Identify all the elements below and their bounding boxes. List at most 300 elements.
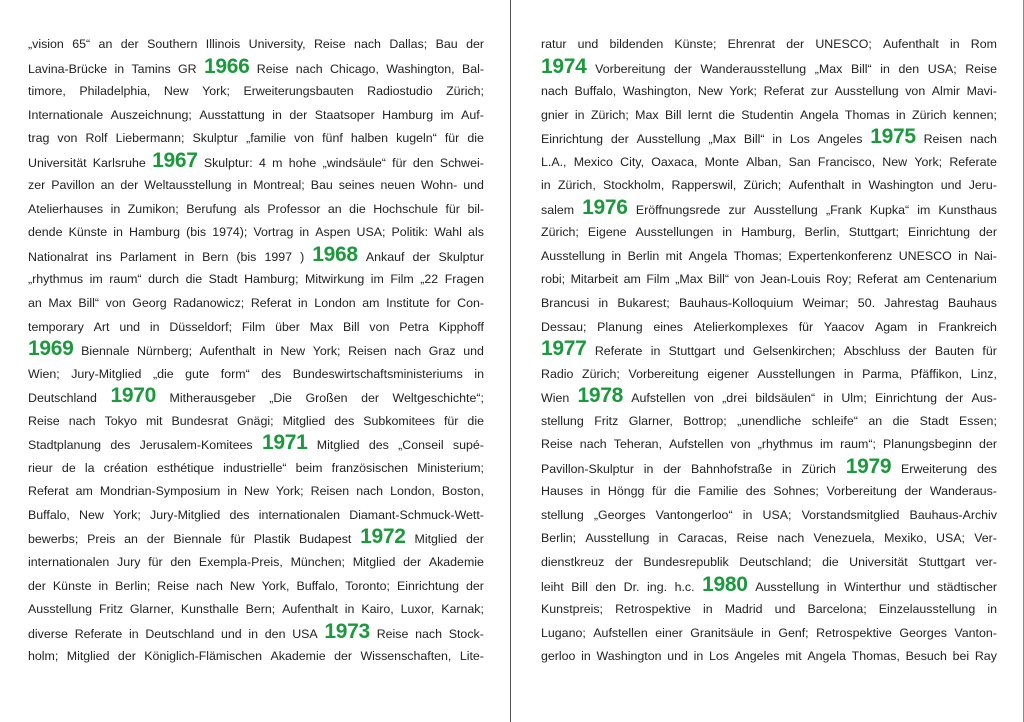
word: „Georges [593, 507, 646, 522]
text-line [28, 80, 484, 104]
word: Ver- [974, 531, 997, 546]
word: Angela [799, 107, 839, 122]
word: Ausstellungen [635, 225, 714, 240]
word: Nai- [974, 248, 997, 263]
word: Pfäffikon, [910, 366, 963, 381]
word: von [105, 296, 126, 311]
word: Referate [594, 344, 643, 359]
word: bei [952, 649, 970, 664]
word: Zürich [801, 461, 836, 476]
word: Graz [428, 344, 456, 359]
word: Pavillon [51, 178, 95, 193]
word: Fragen [444, 272, 484, 287]
word: Künste; [674, 37, 717, 51]
word: und [723, 344, 745, 359]
word: für [982, 344, 997, 359]
year-heading: 1966 [203, 54, 250, 78]
word: Staatsoper [314, 107, 375, 122]
year-heading: 1975 [870, 125, 916, 149]
word: in [574, 107, 585, 122]
word: des [261, 366, 282, 381]
word: Preis [87, 532, 116, 547]
year-heading: 1977 [541, 337, 587, 361]
word: Hauses [541, 484, 584, 499]
word: internationalen [28, 555, 110, 570]
word: der [466, 37, 484, 51]
word: Vortrag [253, 225, 294, 240]
word: München; [290, 555, 345, 570]
word: Buffalo, [296, 578, 339, 593]
word: Barcelona; [807, 602, 867, 617]
word: Wanderausstellung [700, 61, 807, 76]
word: Oaxaca, [651, 154, 698, 169]
text-line [541, 54, 997, 81]
word: Einzelausstellung [878, 602, 976, 617]
word: in [643, 461, 654, 476]
word: in [263, 344, 273, 359]
word: nach [195, 578, 223, 593]
word: Monte [704, 154, 740, 169]
left-page-text [28, 33, 484, 669]
word: Plastik [253, 532, 291, 547]
word: diverse [28, 626, 68, 641]
word: und [577, 37, 599, 51]
word: UNESCO [898, 248, 952, 263]
word: für [392, 155, 407, 170]
word: création [103, 460, 148, 475]
word: York; [202, 84, 230, 99]
word: „Conseil [398, 438, 444, 453]
word: Los [708, 649, 729, 664]
word: zur [810, 84, 829, 99]
word: Kairo, [361, 602, 394, 617]
word: Southern [147, 37, 198, 51]
word: in [826, 579, 837, 594]
word: Max [309, 319, 334, 334]
word: zur [728, 202, 746, 217]
word: Aus- [971, 391, 997, 406]
year-heading: 1967 [152, 148, 198, 172]
word: in [237, 178, 248, 193]
word: Vorbereitung [595, 61, 666, 76]
word: für [445, 201, 460, 216]
word: Brancusi [541, 296, 590, 311]
word: Schwei- [439, 155, 484, 170]
word: Stuttgart [668, 344, 716, 359]
text-line [541, 221, 997, 245]
text-line [28, 645, 484, 669]
word: den [412, 155, 434, 170]
word: gute [185, 366, 210, 381]
word: für [444, 131, 460, 146]
word: des [976, 461, 997, 476]
word: seines [338, 178, 375, 193]
word: in [880, 61, 890, 76]
word: von [294, 131, 315, 146]
word: Retrospektive [816, 625, 892, 640]
text-line [28, 104, 484, 128]
word: industrielle“ [223, 460, 287, 475]
text-line [28, 598, 484, 622]
word: Kupka“ [869, 202, 910, 217]
word: für [798, 319, 814, 334]
word: Erweiterung [901, 461, 968, 476]
word: ver- [975, 555, 997, 570]
word: Referat [857, 272, 898, 287]
word: des [745, 484, 766, 499]
word: in [650, 344, 661, 359]
word: Linz, [970, 366, 997, 381]
word: Bill [664, 107, 682, 122]
word: Aufstellen [593, 625, 648, 640]
text-line [541, 598, 997, 622]
word: der [979, 437, 997, 452]
word: form“ [220, 366, 250, 381]
word: Bukarest; [617, 296, 670, 311]
word: Skulptur [438, 249, 484, 264]
word: mit [145, 413, 163, 428]
word: an [124, 532, 138, 547]
word: Angeles [817, 132, 863, 147]
year-heading: 1980 [702, 572, 748, 596]
word: Fritz [98, 602, 124, 617]
text-line [541, 645, 997, 669]
word: Ausstattung [199, 107, 265, 122]
word: Reisen [310, 484, 350, 499]
word: Ausstellung [585, 531, 650, 546]
word: lernt [687, 107, 712, 122]
word: Zürich; [743, 178, 782, 193]
word: Jury-Mitglied [71, 366, 142, 381]
word: Zürich; [541, 225, 579, 240]
word: „drei [722, 391, 747, 406]
word: nach [68, 413, 96, 428]
word: Buffalo, [574, 84, 617, 99]
word: der [289, 107, 308, 122]
word: Bottrop; [683, 413, 727, 428]
word: für [443, 413, 459, 428]
word: USA; [356, 225, 386, 240]
word: Mitglied [414, 532, 458, 547]
word: in [693, 649, 704, 664]
word: die [892, 413, 910, 428]
word: 1974); [212, 225, 248, 240]
word: ins [95, 249, 112, 264]
word: „rhythmus [28, 272, 84, 287]
word: Stadtplanung [28, 438, 102, 453]
word: Düsseldorf; [169, 319, 233, 334]
word: kennen; [952, 107, 997, 122]
word: der [466, 578, 484, 593]
word: Kunsthalle [180, 602, 239, 617]
word: Reise [157, 578, 189, 593]
text-line [541, 527, 997, 551]
text-line [28, 54, 484, 81]
year-heading: 1968 [312, 242, 358, 266]
word: in [918, 319, 928, 334]
word: Bill“ [850, 61, 872, 76]
word: für [652, 484, 667, 499]
word: in [843, 366, 854, 381]
word: Caracas, [677, 531, 728, 546]
word: und [774, 602, 796, 617]
word: am [75, 484, 93, 499]
word: der [786, 37, 805, 51]
word: UNESCO; [815, 37, 872, 51]
word: Vorbereitung [826, 484, 897, 499]
word: der [412, 249, 431, 264]
word: New [163, 84, 189, 99]
word: im [819, 437, 834, 452]
year-heading: 1969 [28, 337, 74, 361]
word: Zürich, [557, 178, 596, 193]
word: Jahrestag [884, 296, 939, 311]
word: University, [248, 37, 306, 51]
word: „Max [675, 272, 703, 287]
word: Skulptur [192, 131, 238, 146]
word: Radiostudio [367, 84, 433, 99]
word: und [220, 626, 242, 641]
word: über [275, 319, 300, 334]
word: von [905, 84, 926, 99]
word: den [595, 579, 617, 594]
word: Expertenkonferenz [788, 248, 893, 263]
word: 65“ [72, 37, 91, 51]
text-line [541, 33, 997, 57]
word: Atelierhauses [28, 201, 104, 216]
word: Eigene [587, 225, 627, 240]
word: Mitglied [352, 555, 396, 570]
text-line [28, 504, 484, 528]
word: der [28, 578, 46, 593]
text-line [541, 268, 997, 292]
word: in [344, 602, 355, 617]
page-gutter [510, 0, 511, 722]
word: Hochschule [373, 201, 438, 216]
word: Lite- [459, 649, 484, 664]
word: Deutschland [145, 626, 215, 641]
word: Künste [68, 225, 108, 240]
word: der [334, 649, 352, 664]
word: „rhythmus [757, 437, 813, 452]
word: Reisen [348, 344, 387, 359]
word: New [697, 84, 723, 99]
word: for [436, 296, 451, 311]
text-line [541, 151, 997, 175]
word: Ausstellungen [757, 366, 836, 381]
word: Retrospektive [615, 602, 691, 617]
year-heading: 1979 [845, 454, 892, 478]
word: Mitglied [282, 413, 326, 428]
word: Luxor, [400, 602, 435, 617]
word: dienstkreuz [541, 555, 605, 570]
word: nach [394, 344, 422, 359]
word: Nürnberg; [136, 344, 193, 359]
word: fünf [322, 131, 343, 146]
word: Stockholm, [603, 178, 665, 193]
text-line [541, 410, 997, 434]
word: der [674, 61, 692, 76]
word: Glarner, [129, 602, 174, 617]
word: Parlament [119, 249, 177, 264]
word: New [882, 154, 908, 169]
word: die [349, 201, 366, 216]
word: Boston, [441, 484, 484, 499]
year-heading: 1974 [541, 54, 587, 78]
word: Rapperswil, [671, 178, 737, 193]
word: der [904, 484, 923, 499]
word: „windsäule“ [322, 155, 386, 170]
word: ratur [541, 37, 567, 51]
word: Francisco, [817, 154, 876, 169]
word: städtischer [937, 579, 997, 594]
word: Großen [305, 391, 348, 406]
year-heading: 1970 [110, 384, 156, 408]
word: „22 [420, 272, 439, 287]
word: New [79, 507, 104, 522]
word: Madrid [724, 602, 763, 617]
text-line [541, 245, 997, 269]
text-line [28, 433, 484, 457]
word: Mexiko, [884, 531, 927, 546]
word: Dessau; [541, 319, 587, 334]
word: Bauhaus [947, 296, 997, 311]
word: und [119, 319, 140, 334]
text-line [541, 195, 997, 222]
text-line [541, 480, 997, 504]
text-line [28, 386, 484, 410]
word: Bahnhofstraße [690, 461, 773, 476]
word: zer [28, 178, 46, 193]
word: „Max [814, 61, 843, 76]
word: Mexico [573, 154, 613, 169]
word: Referate [74, 626, 123, 641]
word: für [148, 555, 163, 570]
word: Wien; [28, 366, 60, 381]
text-line [28, 148, 484, 175]
word: Zürich; [590, 107, 629, 122]
word: der [614, 555, 633, 570]
word: 4 [259, 155, 266, 170]
word: Reise [376, 626, 409, 641]
word: Venezuela, [813, 531, 875, 546]
word: Hamburg [129, 225, 180, 240]
word: Vorbereitung [628, 366, 699, 381]
word: Ulm; [841, 391, 867, 406]
word: York, [261, 578, 290, 593]
word: am [903, 272, 921, 287]
word: Bundesrepublik [643, 555, 729, 570]
word: von [57, 131, 78, 146]
word: nach [579, 437, 607, 452]
word: Ausstellung [541, 248, 606, 263]
word: Granitsäule [690, 625, 754, 640]
word: bil- [467, 201, 484, 216]
word: Zürich; [582, 366, 620, 381]
word: der [403, 555, 422, 570]
word: raum“; [840, 437, 876, 452]
word: Washington, [622, 84, 692, 99]
word: in [298, 296, 308, 311]
word: in [590, 484, 601, 499]
word: in [658, 531, 669, 546]
word: Max [635, 107, 659, 122]
word: Washington, [386, 61, 455, 76]
word: Aufstellen [631, 391, 686, 406]
word: Stadt [208, 272, 238, 287]
word: in [772, 132, 782, 147]
word: in [782, 461, 792, 476]
word: eigener [707, 366, 749, 381]
word: ) [300, 249, 305, 264]
right-page-text [541, 33, 997, 669]
word: Thomas, [851, 649, 900, 664]
word: Pavillon-Skulptur [541, 461, 634, 476]
word: Jerusalem-Komitees [139, 438, 253, 453]
word: in [299, 225, 310, 240]
word: bewerbs; [28, 532, 79, 547]
word: Bern [202, 249, 229, 264]
word: der [908, 344, 927, 359]
word: Liebermann; [115, 131, 185, 146]
word: französischen [331, 460, 409, 475]
word: Film [390, 272, 414, 287]
word: 50. [857, 296, 876, 311]
word: Dr. [623, 579, 640, 594]
word: Buffalo, [28, 507, 70, 522]
text-line [541, 386, 997, 410]
word: Ray [974, 649, 997, 664]
word: Abschluss [843, 344, 901, 359]
word: und [667, 649, 688, 664]
text-line [541, 104, 997, 128]
word: Georges [899, 625, 947, 640]
word: im [440, 107, 454, 122]
word: den [898, 61, 920, 76]
word: in [98, 578, 109, 593]
text-line [28, 457, 484, 481]
word: Kunsthaus [938, 202, 997, 217]
word: York; [312, 344, 341, 359]
word: Tamins [131, 61, 171, 76]
word: Referat [28, 484, 69, 499]
word: Georg [132, 296, 167, 311]
word: und [463, 178, 484, 193]
word: in [248, 626, 259, 641]
word: Mitglied [316, 438, 360, 453]
word: nach [541, 84, 568, 99]
word: nach [295, 61, 323, 76]
word: einer [655, 625, 683, 640]
word: halben [350, 131, 389, 146]
word: Ausstellung [28, 602, 93, 617]
word: der [146, 532, 165, 547]
word: in [541, 178, 551, 193]
word: Zürich [912, 107, 947, 122]
word: Bern; [245, 602, 276, 617]
word: die [185, 272, 203, 287]
word: „unendliche [737, 413, 802, 428]
word: Sohnes; [773, 484, 819, 499]
word: für [230, 532, 245, 547]
word: internationalen [258, 507, 340, 522]
word: Institute [386, 296, 430, 311]
word: Besuch [905, 649, 947, 664]
word: der [663, 461, 682, 476]
word: Bauhaus-Kolloquium [679, 296, 794, 311]
text-line [541, 80, 997, 104]
word: nach [354, 37, 381, 51]
